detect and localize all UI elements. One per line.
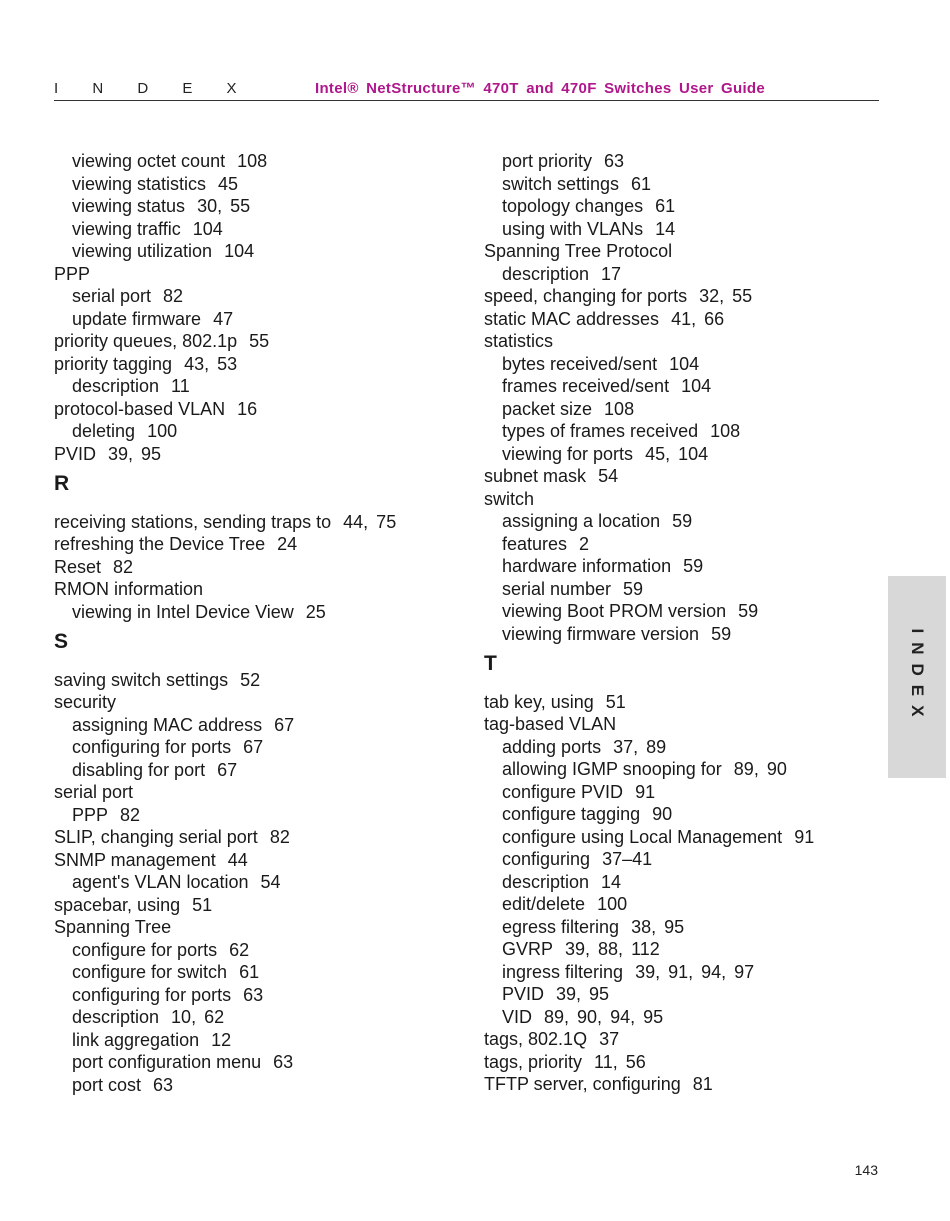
index-page-refs: 45, 104: [645, 443, 709, 464]
index-subentry: [484, 173, 884, 196]
index-subentry: [54, 939, 454, 962]
index-page-refs: 54: [260, 872, 281, 892]
index-subentry: [54, 1051, 454, 1074]
index-term: viewing utilization: [72, 241, 213, 261]
index-page-refs: 38, 95: [631, 916, 685, 937]
index-page-refs: 55: [249, 331, 270, 351]
index-page-refs: 30, 55: [197, 196, 251, 216]
index-page-refs: 44: [227, 849, 248, 870]
index-entry: [54, 353, 454, 376]
index-term: refreshing the Device Tree: [54, 534, 266, 554]
index-tab-label: INDEX: [908, 628, 927, 726]
index-page-refs: 108: [710, 421, 741, 441]
index-subentry: [484, 375, 884, 398]
index-subentry: [54, 961, 454, 984]
index-page-refs: 39, 91, 94, 97: [635, 961, 755, 982]
index-term: description: [72, 1007, 160, 1027]
index-entry: [54, 533, 454, 556]
index-subentry: [484, 555, 884, 578]
index-term: serial port: [72, 286, 152, 306]
index-page-refs: 16: [237, 398, 258, 419]
index-entry: [484, 1073, 884, 1096]
index-entry: [54, 556, 454, 579]
index-subentry: [54, 375, 454, 398]
index-page-refs: 63: [243, 984, 264, 1005]
index-page-refs: 61: [239, 962, 260, 982]
index-letter-heading: S: [54, 630, 69, 653]
index-subentry: [484, 420, 884, 443]
index-page-refs: 67: [217, 759, 238, 780]
index-page-refs: 104: [669, 353, 700, 374]
index-page-refs: 41, 66: [671, 308, 725, 329]
index-page-refs: 82: [113, 556, 134, 577]
index-page-refs: 82: [269, 827, 290, 847]
header-section-label: I N D E X: [54, 80, 237, 97]
index-page-refs: 14: [655, 218, 676, 239]
index-subentry: [484, 263, 884, 286]
index-column-left: [54, 150, 454, 1096]
index-term: SNMP management: [54, 849, 216, 870]
index-subentry: [484, 938, 884, 961]
index-subentry: [54, 871, 454, 894]
index-subentry: [484, 600, 884, 623]
index-subentry: [484, 533, 884, 556]
index-term: port priority: [502, 151, 593, 171]
index-subentry: [54, 195, 454, 218]
index-term: statistics: [484, 331, 554, 351]
index-term: priority tagging: [54, 353, 173, 374]
index-term: PPP: [72, 804, 109, 825]
index-page-refs: 82: [163, 286, 184, 306]
index-term: viewing in Intel Device View: [72, 601, 294, 622]
index-page-refs: 54: [598, 466, 619, 486]
index-subentry: [54, 1074, 454, 1097]
index-entry: [54, 781, 454, 804]
index-term: configure using Local Management: [502, 826, 783, 847]
index-term: types of frames received: [502, 421, 699, 441]
index-page-refs: 108: [604, 398, 635, 419]
index-term: viewing statistics: [72, 173, 207, 194]
index-term: spacebar, using: [54, 894, 181, 915]
index-subentry: [484, 758, 884, 781]
index-entry: [484, 465, 884, 488]
index-page-refs: 90: [652, 804, 673, 824]
index-page-refs: 91: [635, 781, 656, 802]
index-entry: [54, 826, 454, 849]
index-term: ingress filtering: [502, 961, 624, 982]
index-subentry: [54, 601, 454, 624]
index-term: edit/delete: [502, 894, 586, 914]
index-term: tab key, using: [484, 691, 594, 712]
index-subentry: [484, 510, 884, 533]
index-subentry: [54, 150, 454, 173]
index-page-refs: 61: [655, 196, 676, 216]
index-page-refs: 51: [192, 894, 213, 915]
index-subentry: [484, 803, 884, 826]
index-subentry: [484, 150, 884, 173]
index-page-refs: 104: [224, 241, 255, 261]
index-subentry: [484, 443, 884, 466]
index-entry: [54, 263, 454, 286]
index-subentry: [484, 893, 884, 916]
index-term: allowing IGMP snooping for: [502, 759, 722, 779]
index-term: description: [72, 376, 160, 396]
index-page-refs: 12: [211, 1029, 232, 1050]
index-page-refs: 14: [601, 871, 622, 892]
index-subentry: [54, 285, 454, 308]
index-page-refs: 63: [153, 1074, 174, 1095]
index-term: RMON information: [54, 579, 204, 599]
index-subentry: [54, 218, 454, 241]
index-entry: [484, 308, 884, 331]
index-entry: [484, 330, 884, 353]
index-page-refs: 59: [711, 623, 732, 644]
index-entry: [484, 1028, 884, 1051]
index-page-refs: 100: [597, 894, 628, 914]
index-letter-heading: R: [54, 472, 70, 495]
index-term: subnet mask: [484, 466, 587, 486]
index-term: tag-based VLAN: [484, 714, 617, 734]
index-subentry: [484, 983, 884, 1006]
index-term: assigning a location: [502, 511, 661, 531]
index-page-refs: 67: [243, 737, 264, 757]
index-term: description: [502, 263, 590, 284]
index-page-refs: 63: [273, 1052, 294, 1072]
index-term: switch settings: [502, 173, 620, 194]
index-page-refs: 62: [229, 939, 250, 960]
index-term: agent's VLAN location: [72, 872, 249, 892]
index-term: packet size: [502, 398, 593, 419]
index-term: link aggregation: [72, 1029, 200, 1050]
index-page-refs: 59: [623, 578, 644, 599]
index-entry: [54, 511, 454, 534]
index-term: topology changes: [502, 196, 644, 216]
index-term: description: [502, 871, 590, 892]
index-term: configure tagging: [502, 804, 641, 824]
index-entry: [54, 691, 454, 714]
index-term: port cost: [72, 1074, 142, 1095]
index-term: hardware information: [502, 556, 672, 576]
index-subentry: [54, 308, 454, 331]
index-page-refs: 39, 88, 112: [565, 939, 660, 959]
index-entry: [54, 443, 454, 466]
index-page-refs: 104: [192, 218, 223, 239]
index-page-refs: 10, 62: [171, 1007, 225, 1027]
index-term: SLIP, changing serial port: [54, 827, 258, 847]
index-page-refs: 104: [681, 376, 712, 396]
index-term: adding ports: [502, 736, 602, 757]
index-thumb-tab: [888, 576, 946, 778]
index-term: viewing firmware version: [502, 623, 700, 644]
index-term: PVID: [54, 443, 97, 464]
index-page-refs: 61: [631, 173, 652, 194]
index-page-refs: 43, 53: [184, 353, 238, 374]
index-term: switch: [484, 488, 535, 509]
index-page-refs: 32, 55: [699, 286, 753, 306]
index-entry: [484, 1051, 884, 1074]
running-header: [54, 78, 879, 101]
index-page-refs: 37, 89: [613, 736, 667, 757]
index-term: bytes received/sent: [502, 353, 658, 374]
index-term: configure for ports: [72, 939, 218, 960]
index-term: receiving stations, sending traps to: [54, 511, 332, 532]
index-term: port configuration menu: [72, 1052, 262, 1072]
index-term: Spanning Tree: [54, 917, 172, 937]
index-page-refs: 37–41: [602, 849, 653, 869]
index-subentry: [484, 736, 884, 759]
page-number: 143: [854, 1162, 878, 1178]
index-subentry: [484, 578, 884, 601]
index-term: protocol-based VLAN: [54, 398, 226, 419]
index-term: using with VLANs: [502, 218, 644, 239]
header-book-title: Intel® NetStructure™ 470T and 470F Switches User Guide: [315, 80, 766, 97]
index-entry: [54, 849, 454, 872]
index-subentry: [484, 848, 884, 871]
index-subentry: [484, 961, 884, 984]
index-entry: [54, 578, 454, 601]
index-subentry: [54, 240, 454, 263]
index-subentry: [484, 353, 884, 376]
index-page-refs: 82: [120, 804, 141, 825]
index-subentry: [54, 759, 454, 782]
index-subentry: [54, 420, 454, 443]
index-term: deleting: [72, 421, 136, 441]
index-term: configure PVID: [502, 781, 624, 802]
index-page-refs: 25: [305, 601, 326, 622]
index-term: PVID: [502, 984, 545, 1004]
index-subentry: [54, 984, 454, 1007]
index-page-refs: 37: [599, 1029, 620, 1049]
index-term: security: [54, 692, 117, 712]
index-page-refs: 39, 95: [108, 443, 162, 464]
index-term: tags, priority: [484, 1051, 583, 1072]
index-entry: [484, 691, 884, 714]
index-term: TFTP server, configuring: [484, 1074, 681, 1094]
index-term: viewing traffic: [72, 218, 181, 239]
index-page-refs: 2: [579, 533, 590, 554]
index-subentry: [484, 826, 884, 849]
index-term: VID: [502, 1006, 533, 1027]
index-page-refs: 108: [237, 151, 268, 171]
index-entry: [484, 713, 884, 736]
index-page-refs: 11: [171, 376, 190, 396]
index-term: saving switch settings: [54, 669, 229, 690]
index-page-refs: 59: [738, 601, 759, 621]
index-term: configuring for ports: [72, 984, 232, 1005]
index-subentry: [54, 736, 454, 759]
index-page-refs: 17: [601, 263, 622, 284]
index-page-refs: 91: [794, 826, 815, 847]
index-term: viewing octet count: [72, 151, 226, 171]
index-page-refs: 24: [277, 534, 298, 554]
index-page-refs: 47: [213, 308, 234, 329]
index-page-refs: 59: [672, 511, 693, 531]
index-letter-heading: T: [484, 652, 497, 675]
index-entry: [54, 916, 454, 939]
index-page-refs: 44, 75: [343, 511, 397, 532]
index-term: speed, changing for ports: [484, 286, 688, 306]
index-entry: [484, 240, 884, 263]
index-entry: [484, 488, 884, 511]
index-term: Spanning Tree Protocol: [484, 241, 673, 261]
index-page-refs: 11, 56: [594, 1051, 646, 1072]
index-entry: [54, 894, 454, 917]
index-subentry: [484, 218, 884, 241]
index-term: serial number: [502, 578, 612, 599]
index-subentry: [54, 1006, 454, 1029]
index-term: egress filtering: [502, 916, 620, 937]
index-term: PPP: [54, 263, 91, 284]
index-page-refs: 63: [604, 151, 625, 171]
index-entry: [54, 330, 454, 353]
index-subentry: [484, 781, 884, 804]
index-subentry: [54, 1029, 454, 1052]
index-term: viewing status: [72, 196, 186, 216]
index-term: configuring: [502, 849, 591, 869]
index-entry: [54, 398, 454, 421]
index-term: frames received/sent: [502, 376, 670, 396]
index-subentry: [54, 714, 454, 737]
index-term: GVRP: [502, 939, 554, 959]
index-entry: [54, 669, 454, 692]
index-term: Reset: [54, 556, 102, 577]
index-page-refs: 51: [605, 691, 626, 712]
index-subentry: [54, 804, 454, 827]
index-page-refs: 39, 95: [556, 984, 610, 1004]
index-term: priority queues, 802.1p: [54, 331, 238, 351]
index-term: assigning MAC address: [72, 714, 263, 735]
index-page-refs: 52: [240, 669, 261, 690]
index-column-right: [484, 150, 884, 1096]
index-term: tags, 802.1Q: [484, 1029, 588, 1049]
index-subentry: [484, 398, 884, 421]
index-page-refs: 67: [274, 714, 295, 735]
index-subentry: [484, 916, 884, 939]
index-term: viewing for ports: [502, 443, 634, 464]
index-subentry: [484, 623, 884, 646]
index-page-refs: 45: [218, 173, 239, 194]
index-term: configure for switch: [72, 962, 228, 982]
index-page-refs: 89, 90: [733, 759, 787, 779]
index-term: serial port: [54, 782, 134, 802]
index-subentry: [484, 1006, 884, 1029]
index-term: viewing Boot PROM version: [502, 601, 727, 621]
index-term: features: [502, 533, 568, 554]
index-page-refs: 81: [692, 1074, 713, 1094]
index-page-refs: 100: [147, 421, 178, 441]
index-page-refs: 59: [683, 556, 704, 576]
index-subentry: [54, 173, 454, 196]
index-term: static MAC addresses: [484, 308, 660, 329]
index-subentry: [484, 871, 884, 894]
index-term: disabling for port: [72, 759, 206, 780]
index-page-refs: 89, 90, 94, 95: [544, 1006, 664, 1027]
index-term: update firmware: [72, 308, 202, 329]
index-subentry: [484, 195, 884, 218]
index-entry: [484, 285, 884, 308]
index-term: configuring for ports: [72, 737, 232, 757]
